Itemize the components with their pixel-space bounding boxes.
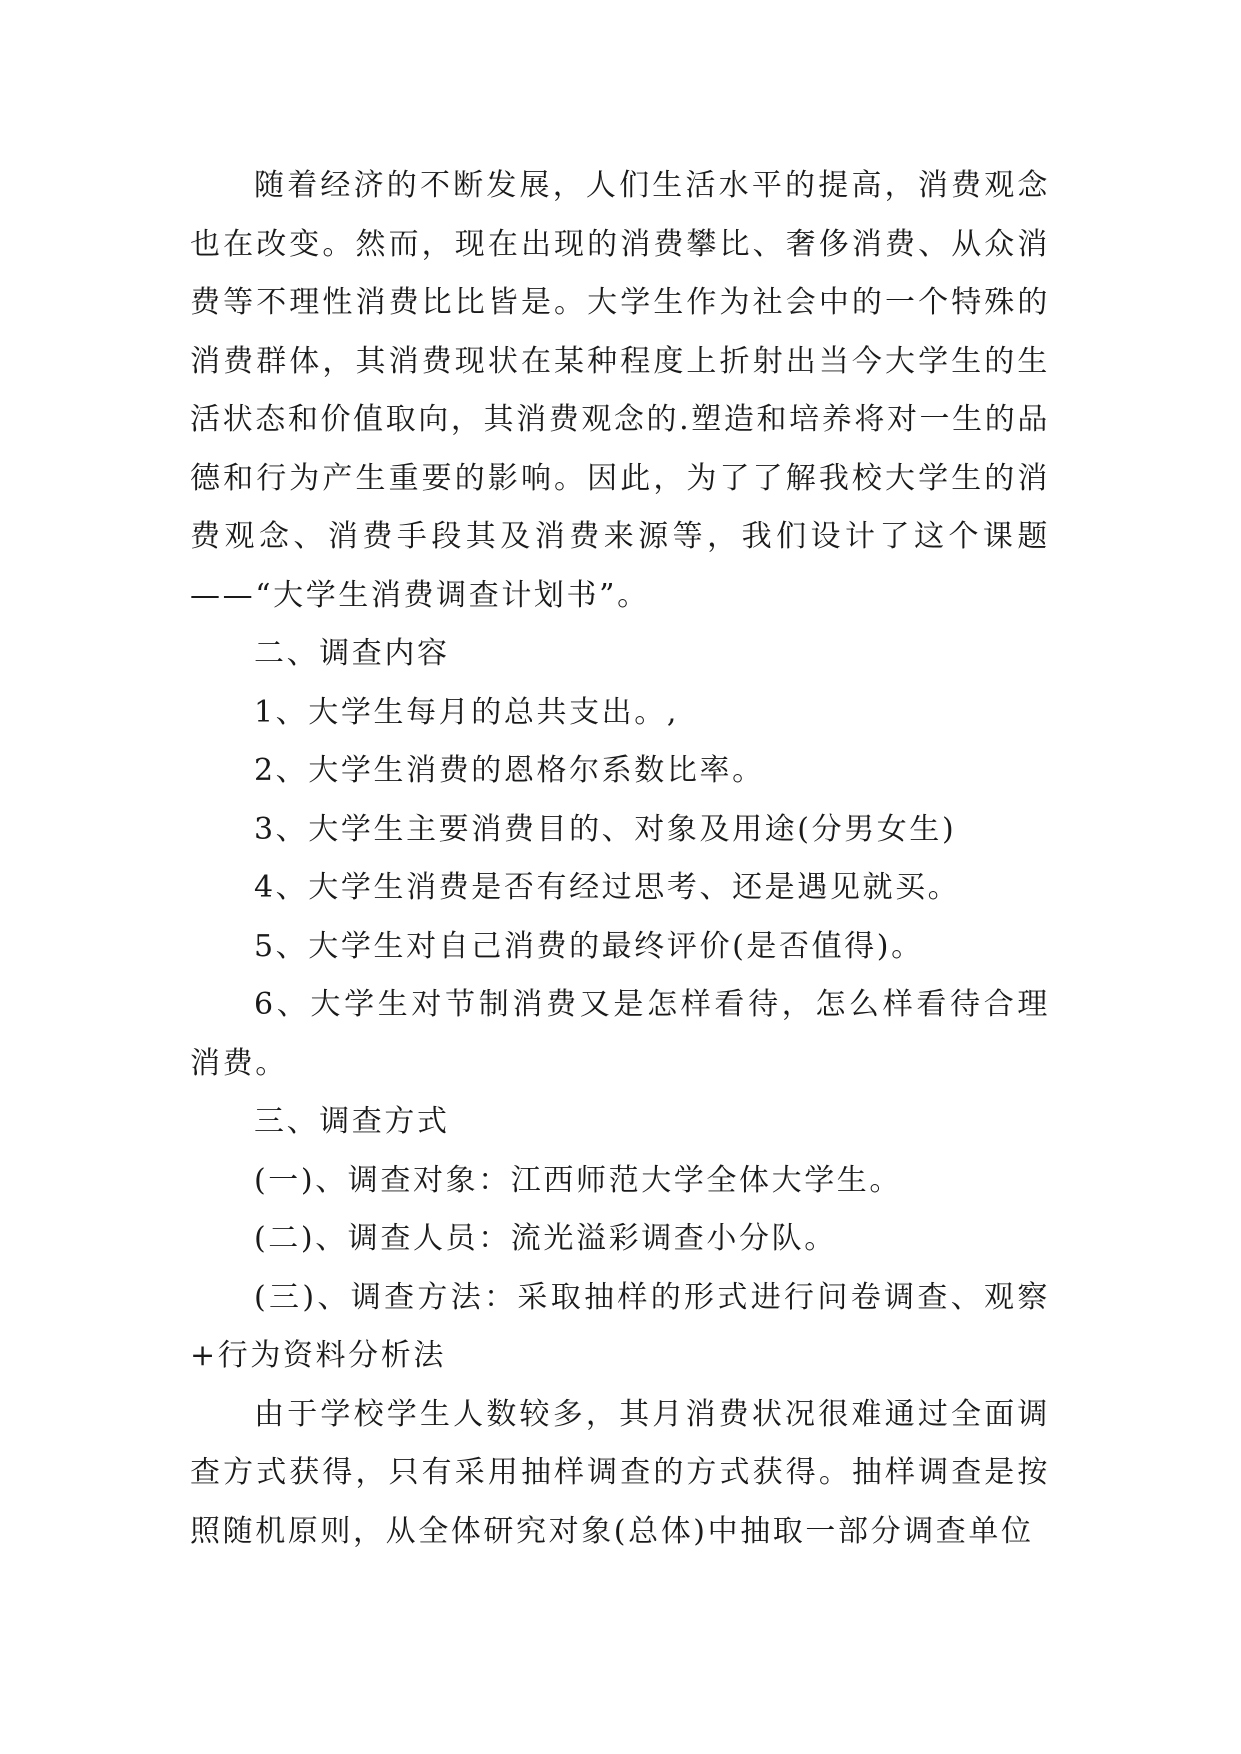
list-item: (一)、调查对象：江西师范大学全体大学生。: [254, 1162, 903, 1198]
document-body: [190, 157, 1050, 1561]
list-item: 1、大学生每月的总共支出。,: [254, 694, 680, 730]
list-item: (三)、调查方法：采取抽样的形式进行问卷调查、观察+行为资料分析法: [190, 1279, 1050, 1373]
section-heading-survey-method: 三、调查方式: [254, 1104, 450, 1139]
list-item: 5、大学生对自己消费的最终评价(是否值得)。: [254, 928, 924, 964]
list-item: 6、大学生对节制消费又是怎样看待，怎么样看待合理消费。: [190, 987, 1050, 1081]
paragraph-intro: 随着经济的不断发展，人们生活水平的提高，消费观念也在改变。然而，现在出现的消费攀比、奢侈消费、从众消费等不理性消费比比皆是。大学生作为社会中的一个特殊的消费群体，其消费现状在某种程度上折射出当今大学生的生活状态和价值取向，其消费观念的.塑造和培养将对一生的品德和行为产生重要的影响。因此，为了了解我校大学生的消费观念、消费手段其及消费来源等，我们设计了这个课题——“大学生消费调查计划书”。: [190, 168, 1050, 613]
paragraph-sampling: 由于学校学生人数较多，其月消费状况很难通过全面调查方式获得，只有采用抽样调查的方式获得。抽样调查是按照随机原则，从全体研究对象(总体)中抽取一部分调查单位: [190, 1396, 1050, 1549]
list-item: (二)、调查人员：流光溢彩调查小分队。: [254, 1221, 837, 1256]
list-item: 4、大学生消费是否有经过思考、还是遇见就买。: [254, 870, 961, 905]
section-heading-survey-content: 二、调查内容: [254, 636, 450, 671]
list-item: 3、大学生主要消费目的、对象及用途(分男女生): [254, 811, 957, 847]
list-item: 2、大学生消费的恩格尔系数比率。: [254, 753, 765, 788]
